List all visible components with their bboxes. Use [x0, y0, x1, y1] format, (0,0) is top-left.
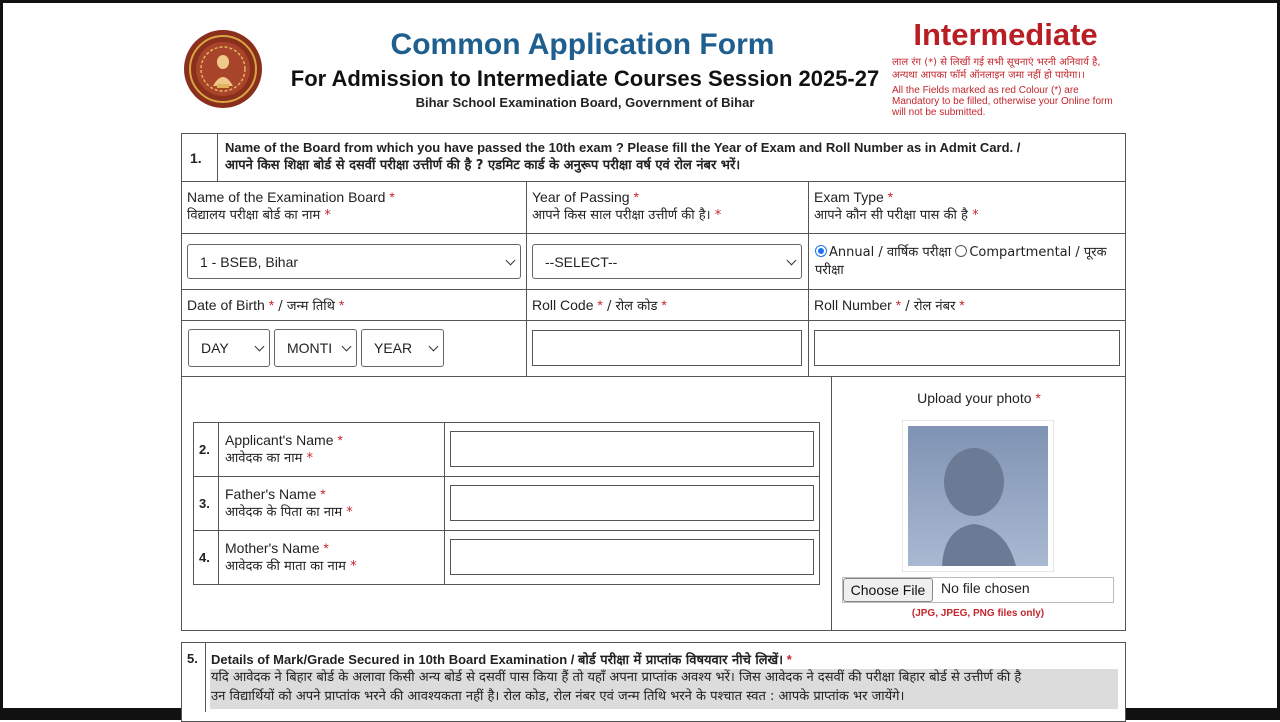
applicant-name-label-hi: आवेदक का नाम *	[225, 451, 314, 466]
divider	[181, 233, 1126, 234]
divider	[218, 422, 219, 585]
divider	[217, 133, 218, 181]
file-status: No file chosen	[941, 580, 1030, 596]
board-name: Bihar School Examination Board, Government of Bihar	[415, 95, 755, 110]
chevron-down-icon	[429, 342, 439, 352]
divider	[808, 181, 809, 377]
divider	[193, 530, 820, 531]
board-select[interactable]: 1 - BSEB, Bihar	[187, 244, 521, 279]
upload-photo-label: Upload your photo *	[917, 390, 1041, 406]
chevron-down-icon	[255, 342, 265, 352]
mandatory-note-hindi: लाल रंग (*) से लिखीं गई सभी सूचनाएं भरनी अनिवार्य है, अन्यथा आपका फॉर्म ऑनलाइन जमा नहीं हो पायेगा।।	[892, 57, 1101, 81]
father-name-input[interactable]	[450, 485, 814, 521]
section-1-text-en: Name of the Board from which you have passed the 10th exam ? Please fill the Year of Exam and Roll Number as in Admit Card. /	[225, 140, 1021, 155]
chevron-down-icon	[787, 255, 797, 265]
divider	[444, 422, 445, 585]
chevron-down-icon	[342, 342, 352, 352]
section-5-note-line-2: उन विद्यार्थियों को अपने प्राप्तांक भरने की आवश्यकता नहीं है। रोल कोड, रोल नंबर एवं जन्म तिथि भरने के पश्चात स्वत : आपके प्राप्तांक भर जायेंगे।	[211, 689, 905, 704]
roll-number-label: Roll Number * / रोल नंबर *	[814, 297, 965, 314]
section-5-title: Details of Mark/Grade Secured in 10th Board Examination / बोर्ड परीक्षा में प्राप्तांक विषयवार नीचे लिखें। *	[211, 652, 792, 668]
father-name-label: Father's Name *	[225, 486, 326, 502]
section-5-note-line-1: यदि आवेदक ने बिहार बोर्ड के अलावा किसी अन्य बोर्ड से दसवीं पास किया हैं तो यहाँ अपना प्राप्तांक अवश्य भरें। जिस आवेदक ने दसवीं की परीक्षा बिहार बोर्ड से उत्तीर्ण की है	[211, 670, 1022, 685]
divider	[181, 289, 1126, 290]
section-1-number: 1.	[190, 150, 202, 166]
divider	[526, 181, 527, 377]
row-number: 3.	[199, 496, 210, 511]
mother-name-label-hi: आवेदक की माता का नाम *	[225, 559, 357, 574]
year-select[interactable]: --SELECT--	[532, 244, 802, 279]
mother-name-input[interactable]	[450, 539, 814, 575]
file-type-hint: (JPG, JPEG, PNG files only)	[911, 608, 1045, 619]
exam-type-label: Exam Type *	[814, 189, 894, 205]
section-5-number: 5.	[187, 651, 198, 666]
row-number: 4.	[199, 550, 210, 565]
chevron-down-icon	[506, 255, 516, 265]
roll-code-label: Roll Code * / रोल कोड *	[532, 297, 667, 314]
dob-month-select[interactable]: MONTI	[274, 329, 357, 367]
row-number: 2.	[199, 442, 210, 457]
applicant-name-input[interactable]	[450, 431, 814, 467]
dob-label: Date of Birth * / जन्म तिथि *	[187, 297, 345, 314]
photo-placeholder-icon	[902, 420, 1054, 572]
course-badge: Intermediate	[913, 17, 1098, 52]
bseb-logo-icon	[183, 28, 263, 110]
roll-number-input[interactable]	[814, 330, 1120, 366]
compartmental-radio[interactable]	[955, 245, 967, 257]
divider	[205, 642, 206, 712]
year-label-hi: आपने किस साल परीक्षा उत्तीर्ण की है। *	[532, 208, 722, 223]
roll-code-input[interactable]	[532, 330, 802, 366]
mother-name-label: Mother's Name *	[225, 540, 329, 556]
exam-type-label-hi: आपने कौन सी परीक्षा पास की है *	[814, 208, 979, 223]
choose-file-button[interactable]: Choose File	[843, 578, 933, 602]
exam-type-radios: Annual / वार्षिक परीक्षा Compartmental / पूरक परीक्षा	[815, 245, 1107, 278]
dob-year-select[interactable]: YEAR	[361, 329, 444, 367]
board-label-hi: विद्यालय परीक्षा बोर्ड का नाम *	[187, 208, 331, 223]
section-1-text-hi: आपने किस शिक्षा बोर्ड से दसवीं परीक्षा उत्तीर्ण की है ? एडमिट कार्ड के अनुरूप परीक्षा वर्ष एवं रोल नंबर भरें।	[225, 158, 741, 173]
applicant-name-label: Applicant's Name *	[225, 432, 343, 448]
father-name-label-hi: आवेदक के पिता का नाम *	[225, 505, 353, 520]
annual-radio[interactable]	[815, 245, 827, 257]
dob-day-select[interactable]: DAY	[188, 329, 270, 367]
year-label: Year of Passing *	[532, 189, 639, 205]
page-title: Common Application Form	[390, 28, 775, 61]
page-subtitle: For Admission to Intermediate Courses Session 2025-27	[290, 66, 880, 91]
divider	[181, 320, 1126, 321]
divider	[193, 476, 820, 477]
mandatory-note-english: All the Fields marked as red Colour (*) are Mandatory to be filled, otherwise your Online form will not be submitted.	[892, 85, 1113, 118]
divider	[181, 181, 1126, 182]
board-label: Name of the Examination Board *	[187, 189, 395, 205]
